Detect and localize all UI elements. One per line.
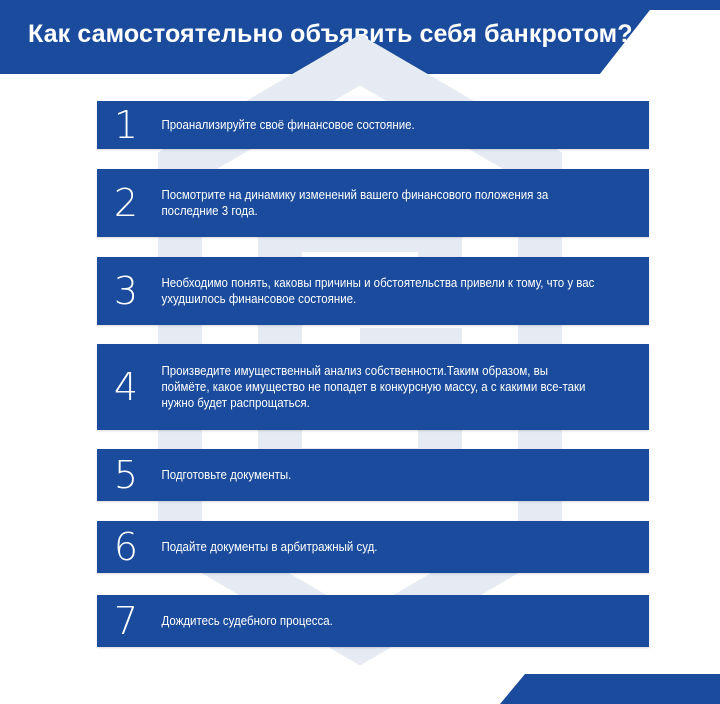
step-7 xyxy=(97,595,649,647)
step-2 xyxy=(97,169,649,237)
step-number: 2 xyxy=(113,181,139,225)
step-number: 7 xyxy=(113,599,139,643)
step-1 xyxy=(97,101,649,149)
step-text: Подготовьте документы. xyxy=(161,468,292,482)
step-text: Проанализируйте своё финансовое состояние. xyxy=(161,118,415,132)
step-3 xyxy=(97,257,649,325)
step-6 xyxy=(97,521,649,573)
step-number: 1 xyxy=(113,103,139,147)
step-text: Посмотрите на динамику изменений вашего финансового положения за последние 3 года. xyxy=(161,188,549,218)
step-number: 3 xyxy=(113,269,139,313)
step-5 xyxy=(97,449,649,501)
footer-banner xyxy=(0,674,720,704)
step-text: Произведите имущественный анализ собственности.Таким образом, вы поймёте, какое имущество не попадет в конкурсную массу, а с какими все-таки нужно будет распрощаться. xyxy=(161,364,586,410)
step-text: Необходимо понять, каковы причины и обстоятельства привели к тому, что у вас ухудшилось финансовое состояние. xyxy=(161,276,595,306)
step-4 xyxy=(97,344,649,430)
step-text: Подайте документы в арбитражный суд. xyxy=(161,540,378,554)
page-title: Как самостоятельно объявить себя банкротом? xyxy=(28,20,633,48)
step-number: 5 xyxy=(113,453,139,497)
step-number: 6 xyxy=(113,525,139,569)
step-text: Дождитесь судебного процесса. xyxy=(161,614,333,628)
step-number: 4 xyxy=(113,365,139,409)
